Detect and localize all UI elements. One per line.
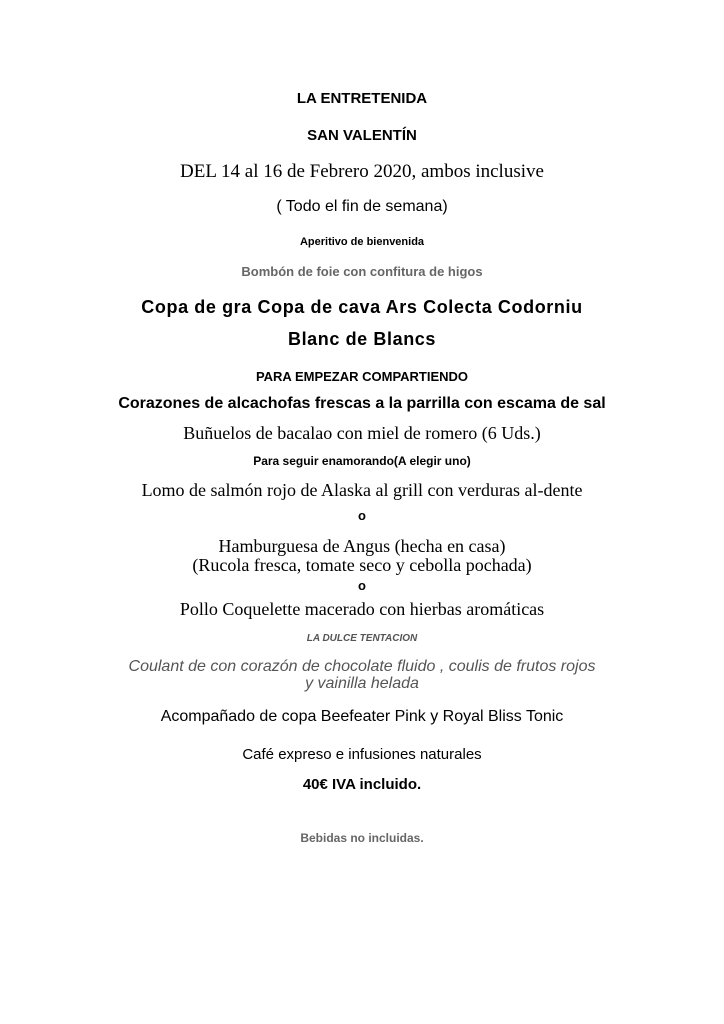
main-item-2-line2: (Rucola fresca, tomate seco y cebolla pochada) [192,555,532,575]
welcome-heading: Aperitivo de bienvenida [299,236,425,248]
weekend-note: ( Todo el fin de semana) [276,198,448,215]
drinks-note: Bebidas no incluidas. [300,831,424,845]
welcome-item: Bombón de foie con confitura de higos [241,264,483,279]
price-text: 40€ IVA incluido. [302,776,422,793]
dessert-line2: y vainilla helada [305,675,419,692]
welcome-drink-line1: Copa de gra Copa de cava Ars Colecta Codorniu [141,297,583,317]
coffee-line: Café expreso e infusiones naturales [242,746,482,763]
starter-item-2: Buñuelos de bacalao con miel de romero (6 Uds.) [183,423,541,443]
main-item-2-line1: Hamburguesa de Angus (hecha en casa) [218,536,506,556]
mains-heading: Para seguir enamorando(A elegir uno) [253,454,471,468]
occasion-title: SAN VALENTÍN [307,127,417,144]
dessert-line1: Coulant de con corazón de chocolate fluido , coulis de frutos rojos [128,658,596,675]
dates-text: DEL 14 al 16 de Febrero 2020, ambos inclusive [180,161,544,182]
main-item-3: Pollo Coquelette macerado con hierbas aromáticas [179,599,545,619]
or-separator-2: o [358,578,366,593]
starter-item-1: Corazones de alcachofas frescas a la parrilla con escama de sal [118,395,606,412]
or-separator-1: o [358,508,366,523]
dessert-heading: LA DULCE TENTACION [306,633,418,644]
welcome-drink-line2: Blanc de Blancs [287,329,437,349]
restaurant-name: LA ENTRETENIDA [296,90,428,107]
starters-heading: PARA EMPEZAR COMPARTIENDO [255,369,469,384]
dessert-drink: Acompañado de copa Beefeater Pink y Royal Bliss Tonic [160,708,564,725]
main-item-1: Lomo de salmón rojo de Alaska al grill con verduras al-dente [141,480,583,500]
